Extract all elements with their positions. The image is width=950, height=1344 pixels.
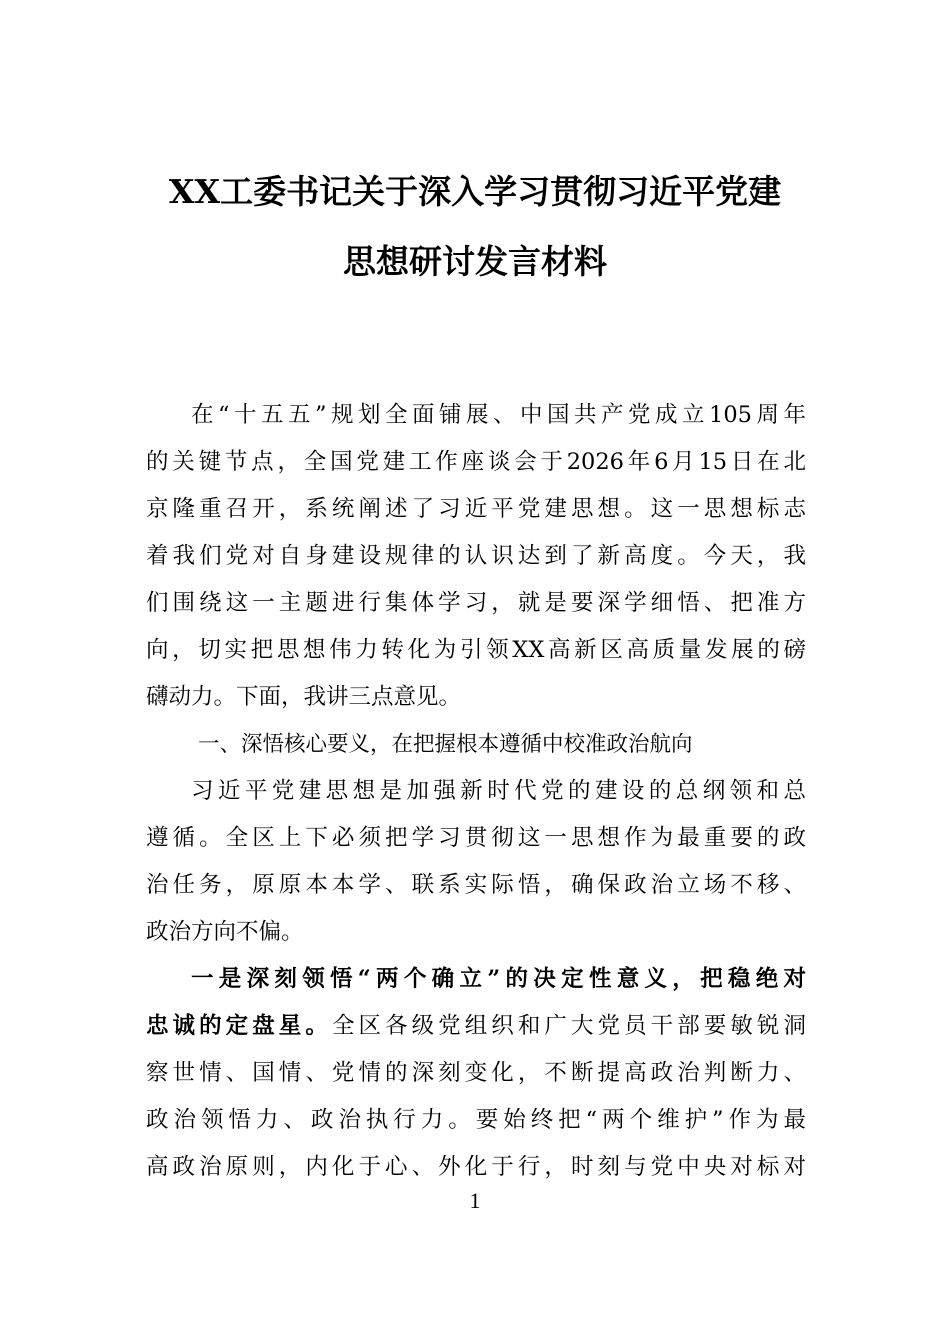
section-heading: 一、深悟核心要义，在把握根本遵循中校准政治航向 [198, 732, 693, 757]
document-title-line-2: 思想研讨发言材料 [343, 242, 607, 281]
page-number: 1 [469, 1188, 481, 1213]
point-mixed-line [146, 1003, 806, 1050]
intro-line: 的关键节点，全国党建工作座谈会于2026年6月15日在北 [146, 449, 806, 475]
point-heading-tail: 忠诚的定盘星。 [146, 1013, 332, 1039]
section-paragraph-line: 习近平党建思想是加强新时代党的建设的总纲领和总 [191, 778, 806, 804]
section-paragraph-line: 治任务，原原本本学、联系实际悟，确保政治立场不移、 [146, 872, 806, 898]
point-heading-line: 一是深刻领悟“两个确立”的决定性意义，把稳绝对 [191, 966, 806, 992]
intro-line: 向，切实把思想伟力转化为引领XX高新区高质量发展的磅 [146, 637, 806, 663]
intro-line: 京隆重召开，系统阐述了习近平党建思想。这一思想标志 [146, 496, 806, 522]
document-body [146, 392, 806, 1191]
section-paragraph-line: 遵循。全区上下必须把学习贯彻这一思想作为最重要的政 [146, 825, 806, 851]
intro-line: 在“十五五”规划全面铺展、中国共产党成立105周年 [191, 402, 806, 428]
point-paragraph-line: 高政治原则，内化于心、外化于行，时刻与党中央对标对 [146, 1154, 806, 1180]
point-paragraph-line: 政治领悟力、政治执行力。要始终把“两个维护”作为最 [146, 1107, 806, 1133]
point-paragraph-line: 察世情、国情、党情的深刻变化，不断提高政治判断力、 [146, 1060, 806, 1086]
intro-line: 们围绕这一主题进行集体学习，就是要深学细悟、把准方 [146, 590, 806, 616]
point-text: 全区各级党组织和广大党员干部要敏锐洞 [331, 1013, 806, 1039]
section-paragraph-line: 政治方向不偏。 [146, 919, 304, 945]
intro-line: 着我们党对自身建设规律的认识达到了新高度。今天，我 [146, 543, 806, 569]
document-title-line-1: XX工委书记关于深入学习贯彻习近平党建 [168, 172, 782, 211]
intro-line: 礴动力。下面，我讲三点意见。 [146, 684, 462, 710]
